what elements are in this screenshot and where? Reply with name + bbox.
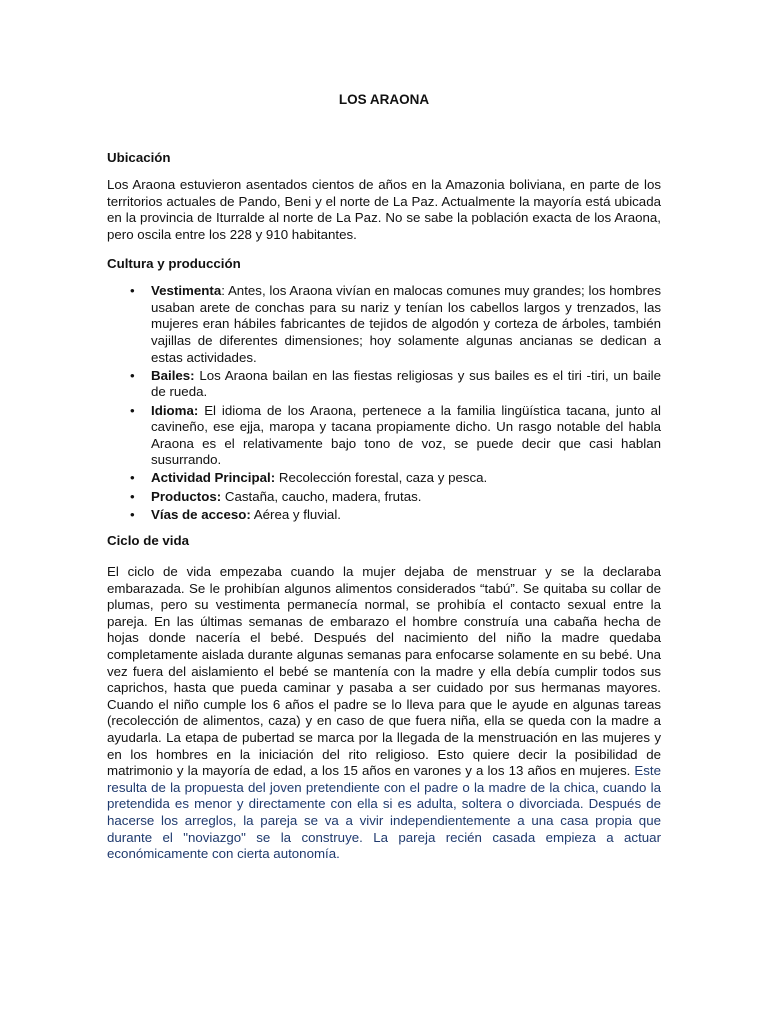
- ciclo-text-blue: Este resulta de la propuesta del joven pretendiente con el padre o la madre de la chica, cuando la pretendida es menor y directamente con ella si es adulta, soltera o divorciada. Después de hacerse los arreglos, la pareja se va a vivir independientemente a una casa propia que durante el "noviazgo" se la construye. La pareja recién casada empieza a actuar económicamente con cierta autonomía.: [107, 763, 661, 862]
- item-label: Vías de acceso:: [151, 506, 251, 522]
- document-title: LOS ARAONA: [338, 92, 430, 107]
- cultura-bullet-list: [107, 283, 661, 523]
- item-text: Recolección forestal, caza y pesca.: [275, 470, 488, 486]
- bullet-icon: •: [130, 506, 135, 522]
- item-text: El idioma de los Araona, pertenece a la familia lingüística tacana, junto al cavineño, ese ejja, maropa y tacana propiamente dicho. Un rasgo notable del habla Araona es el relativamente bajo tono de voz, se puede decir que casi hablan susurrando.: [151, 402, 661, 468]
- item-label: Actividad Principal:: [151, 470, 276, 486]
- list-item-actividad: [130, 470, 661, 487]
- item-label: Bailes:: [151, 367, 195, 383]
- bullet-icon: •: [130, 283, 135, 299]
- section-heading-ubicacion: Ubicación: [107, 149, 171, 165]
- item-text: Aérea y fluvial.: [250, 506, 341, 522]
- item-text: Castaña, caucho, madera, frutas.: [221, 488, 422, 504]
- list-item-bailes: [130, 367, 661, 401]
- list-item-vias: [130, 506, 661, 524]
- section-heading-ciclo: Ciclo de vida: [107, 533, 190, 549]
- bullet-icon: •: [130, 488, 135, 504]
- bullet-icon: •: [130, 402, 135, 418]
- paragraph-ciclo: [107, 564, 661, 863]
- item-label: Vestimenta: [151, 283, 222, 299]
- document-page: [107, 92, 661, 873]
- item-label: Productos:: [151, 488, 222, 504]
- list-item-productos: [130, 488, 661, 506]
- bullet-icon: •: [130, 367, 135, 383]
- paragraph-ubicacion: Los Araona estuvieron asentados cientos de años en la Amazonia boliviana, en parte de los territorios actuales de Pando, Beni y el norte de La Paz. Actualmente la mayoría está ubicada en la provincia de Iturralde al norte de La Paz. No se sabe la población exacta de los Araona, pero oscila entre los 228 y 910 habitantes.: [107, 177, 661, 242]
- bullet-icon: •: [130, 470, 135, 486]
- item-text: Los Araona bailan en las fiestas religiosas y sus bailes es el tiri -tiri, un baile de rueda.: [151, 367, 661, 400]
- item-label: Idioma:: [151, 402, 199, 418]
- ciclo-text-black: El ciclo de vida empezaba cuando la mujer dejaba de menstruar y se la declaraba embarazada. Se le prohibían algunos alimentos considerados “tabú”. Se quitaba su collar de plumas, pero su vestimenta permanecía normal, se prohibía el contacto sexual entre la pareja. En las últimas semanas de embarazo el hombre construía una cabaña hecha de hojas donde nacería el bebé. Después del nacimiento del niño la madre quedaba completamente aislada durante algunas semanas para enfocarse solamente en su bebé. Una vez fuera del aislamiento el bebé se mantenía con la madre y ella debía cumplir todos sus caprichos, hasta que pueda caminar y pasaba a ser cuidado por sus hermanas mayores. Cuando el niño cumple los 6 años el padre se lo lleva para que le ayude en algunas tareas (recolección de alimentos, caza) y en caso de que fuera niña, ella se queda con la madre a ayudarla. La etapa de pubertad se marca por la llegada de la menstruación en las mujeres y en los hombres en la iniciación del rito religioso. Esto quiere decir la posibilidad de matrimonio y la mayoría de edad, a los 15 años en varones y a los 13 años en mujeres.: [107, 564, 661, 779]
- section-heading-cultura: Cultura y producción: [107, 255, 241, 271]
- item-text: : Antes, los Araona vivían en malocas comunes muy grandes; los hombres usaban arete de conchas para su nariz y tenían los cabellos largos y trenzados, las mujeres eran hábiles fabricantes de tejidos de algodón y corteza de árboles, también vajillas de diferentes dimensiones; hoy solamente algunas ancianas se dedican a estas actividades.: [151, 283, 661, 365]
- list-item-idioma: [130, 402, 661, 469]
- list-item-vestimenta: [130, 283, 661, 366]
